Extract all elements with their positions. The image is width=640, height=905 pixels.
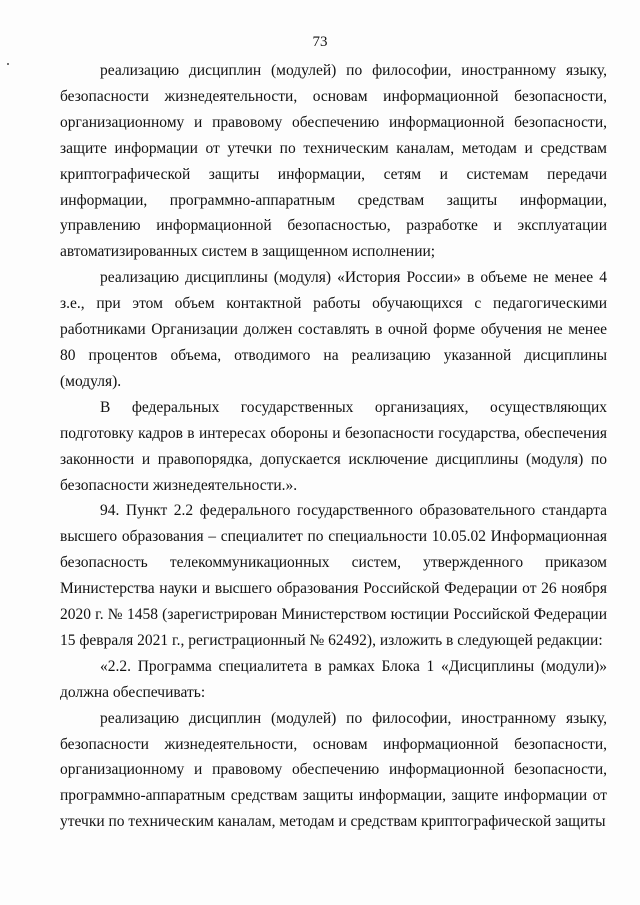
page-number: 73 (312, 34, 328, 50)
scan-speck (7, 63, 9, 65)
paragraph-program-2-2: «2.2. Программа специалитета в рамках Блока 1 «Дисциплины (модули)» должна обеспечивать: (60, 657, 607, 701)
paragraph-item-94: 94. Пункт 2.2 федерального государственного образовательного стандарта высшего образования – специалитет по специальности 10.05.02 Информационная безопасность телекоммуникационных систем, утвержденного приказом Министерства науки и высшего образования Российской Федерации от 26 ноября 2020 г. № 1458 (зарегистрирован Министерством юстиции Российской Федерации 15 февраля 2021 г., регистрационный № 62492), изложить в следующей редакции: (60, 502, 607, 649)
paragraph-history-of-russia: реализацию дисциплины (модуля) «История России» в объеме не менее 4 з.е., при этом объем контактной работы обучающихся с педагогическими работниками Организации должен составлять в очной форме обучения не менее 80 процентов объема, отводимого на реализацию указанной дисциплины (модуля). (60, 269, 607, 390)
paragraph-disciplines-list-2: реализацию дисциплин (модулей) по философии, иностранному языку, безопасности жизнедеятельности, основам информационной безопасности, организационному и правовому обеспечению информационной безопасности, программно-аппаратным средствам защиты информации, защите информации от утечки по техническим каналам, методам и средствам криптографической защиты (60, 709, 607, 831)
document-body (60, 58, 607, 835)
paragraph-federal-organizations: В федеральных государственных организациях, осуществляющих подготовку кадров в интересах обороны и безопасности государства, обеспечения законности и правопорядка, допускается исключение дисциплины (модуля) по безопасности жизнедеятельности.». (60, 398, 607, 494)
paragraph-disciplines-list: реализацию дисциплин (модулей) по философии, иностранному языку, безопасности жизнедеятельности, основам информационной безопасности, организационному и правовому обеспечению информационной безопасности, защите информации от утечки по техническим каналам, методам и средствам криптографической защиты информации, сетям и системам передачи информации, программно-аппаратным средствам защиты информации, управлению информационной безопасностью, разработке и эксплуатации автоматизированных систем в защищенном исполнении; (60, 62, 607, 261)
